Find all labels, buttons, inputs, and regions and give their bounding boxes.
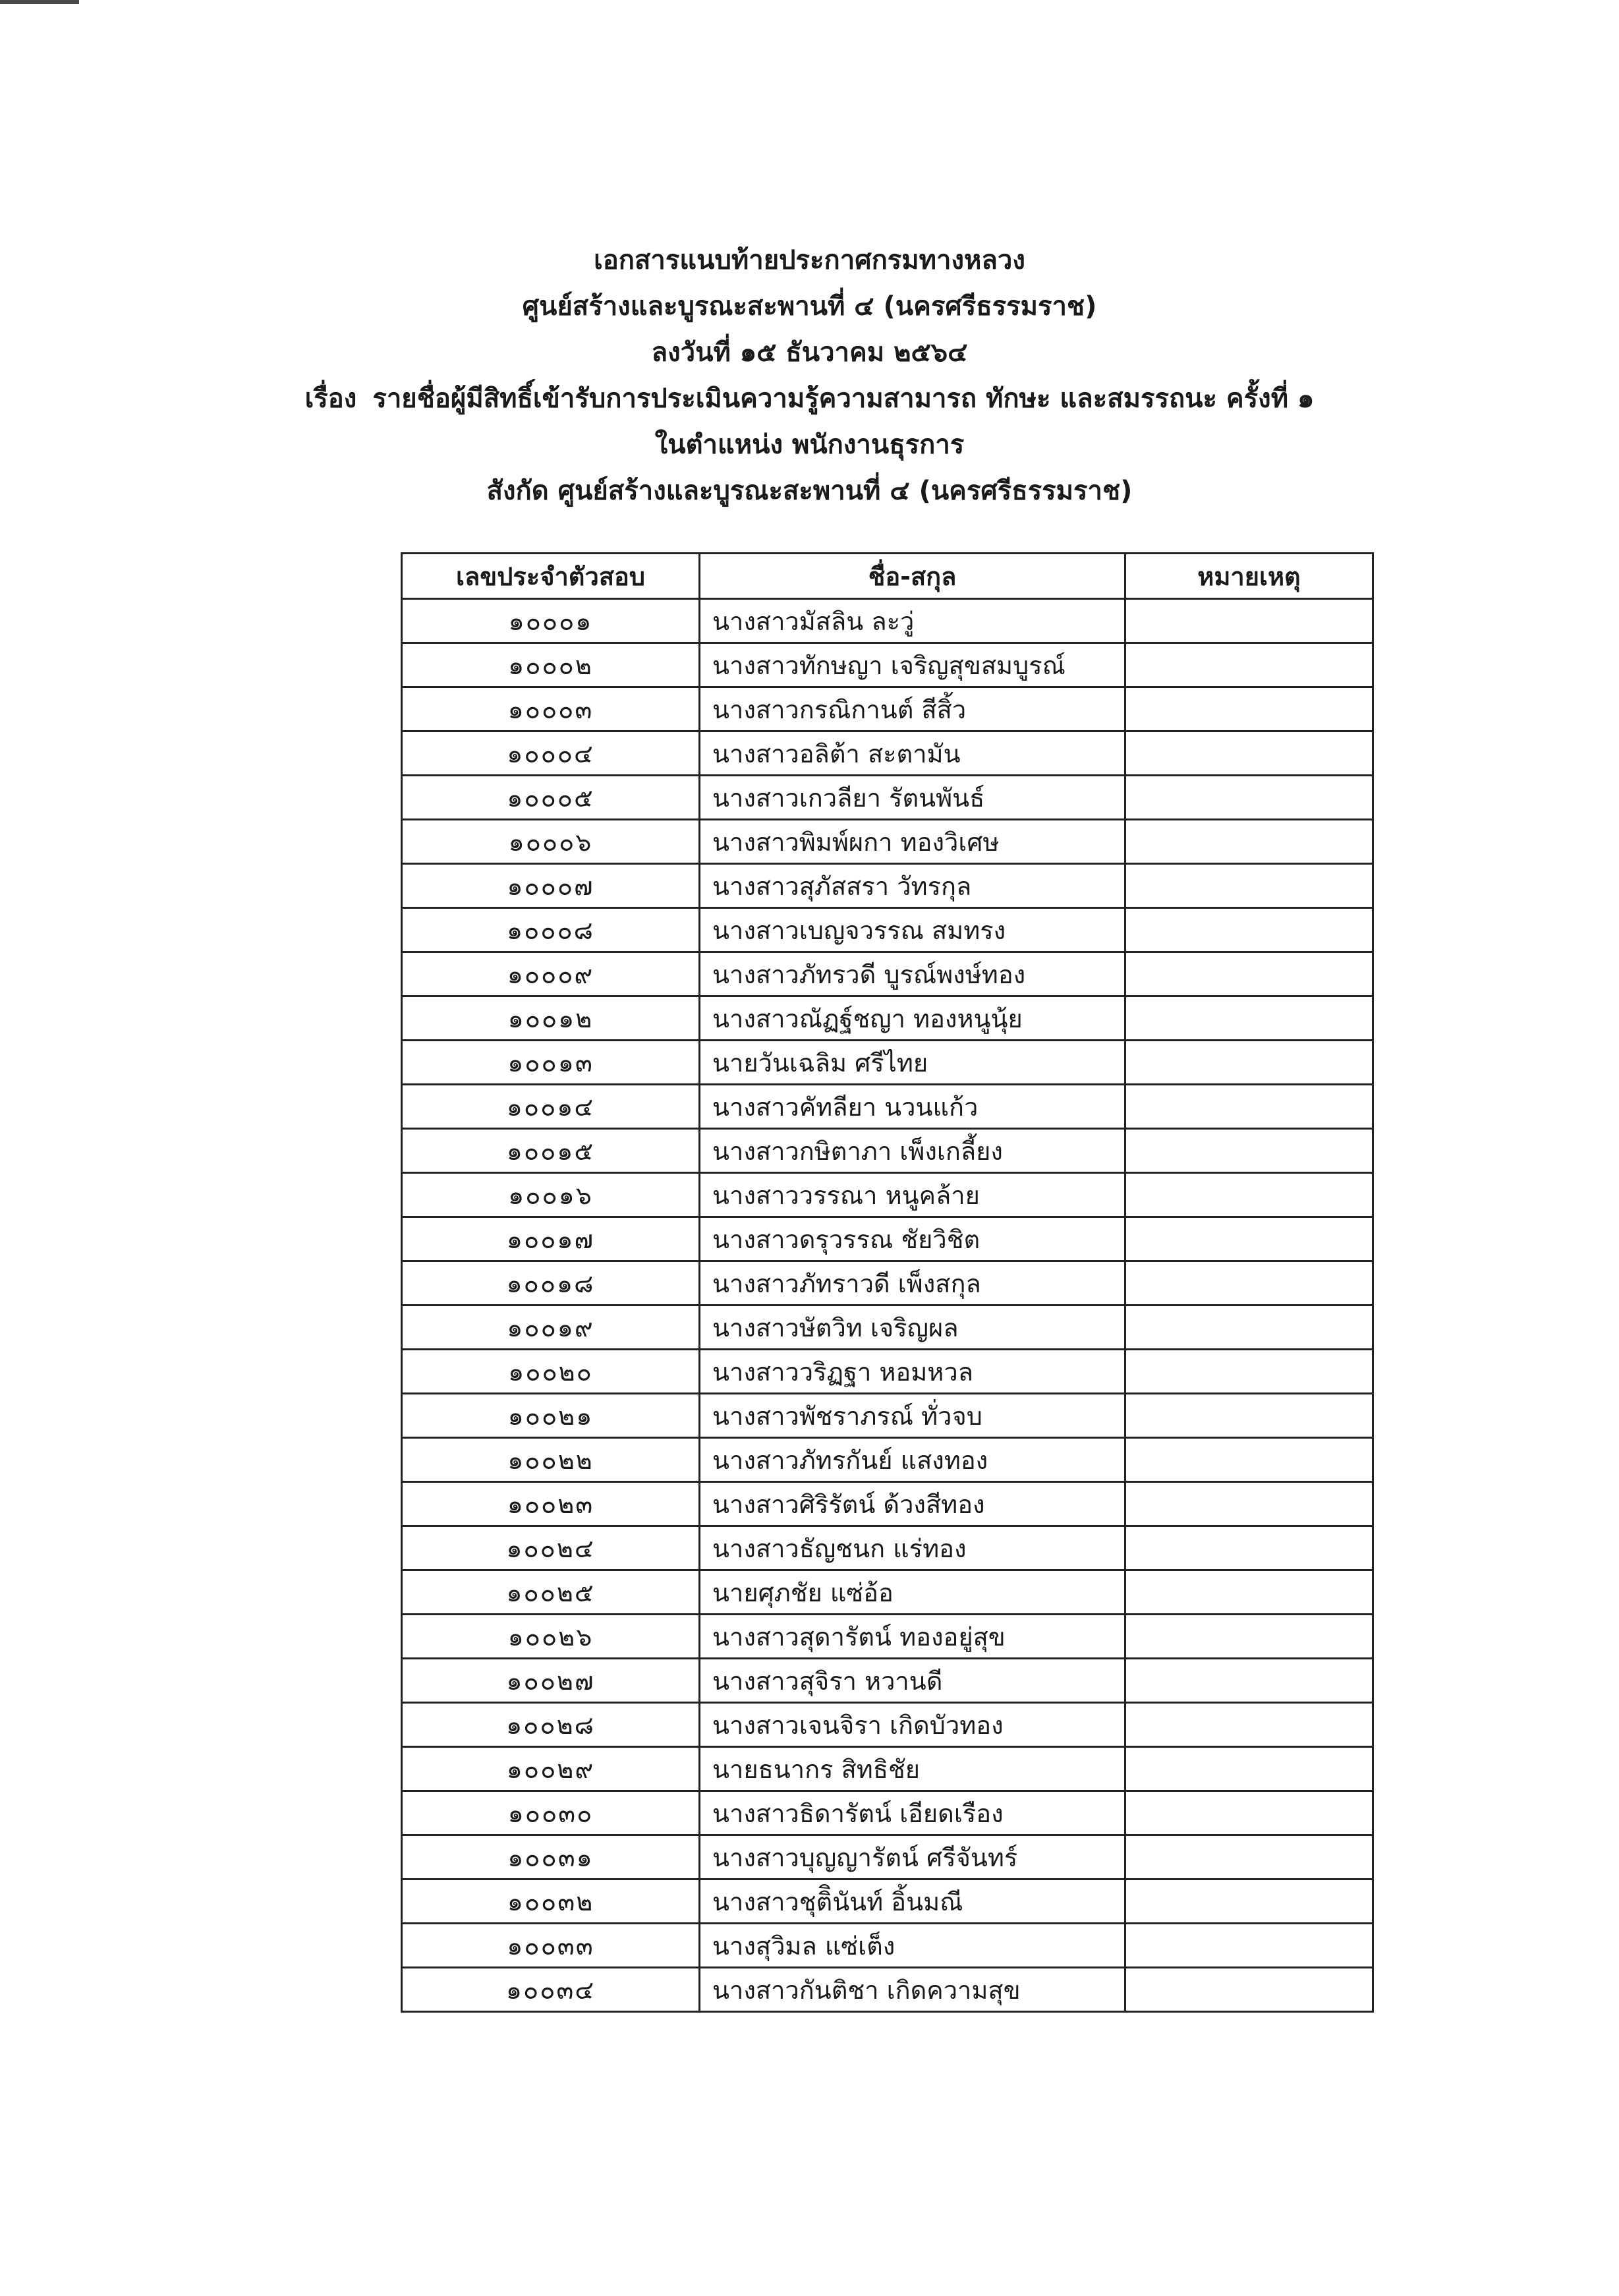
full-name-cell: นายศุภชัย แซ่อ้อ	[700, 1570, 1125, 1615]
remarks-cell	[1125, 1968, 1373, 2012]
table-row	[402, 952, 1373, 996]
document-header	[0, 237, 1619, 514]
full-name-cell: นางสาวอลิต้า สะตามัน	[700, 732, 1125, 776]
exam-number-cell: ๑๐๐๐๑	[402, 599, 700, 643]
exam-number-cell: ๑๐๐๐๕	[402, 776, 700, 820]
exam-number-cell: ๑๐๐๒๓	[402, 1482, 700, 1526]
full-name-cell: นางสาวมัสลิน ละวู่	[700, 599, 1125, 643]
full-name-cell: นางสาวทักษญา เจริญสุขสมบูรณ์	[700, 643, 1125, 687]
table-row	[402, 1703, 1373, 1747]
remarks-cell	[1125, 1526, 1373, 1570]
header-line-5: ในตำแหน่ง พนักงานธุรการ	[654, 430, 965, 460]
table-row	[402, 1835, 1373, 1880]
subject-label: เรื่อง	[304, 384, 357, 414]
remarks-cell	[1125, 776, 1373, 820]
exam-number-cell: ๑๐๐๐๒	[402, 643, 700, 687]
exam-number-cell: ๑๐๐๒๔	[402, 1526, 700, 1570]
table-row	[402, 1747, 1373, 1791]
table-row	[402, 1791, 1373, 1835]
table-header-row	[402, 554, 1373, 599]
exam-number-cell: ๑๐๐๓๔	[402, 1968, 700, 2012]
header-exam-number: เลขประจำตัวสอบ	[402, 554, 700, 599]
full-name-cell: นางสาวภัทรวดี บูรณ์พงษ์ทอง	[700, 952, 1125, 996]
full-name-cell: นางสาวภัทราวดี เพ็งสกุล	[700, 1261, 1125, 1306]
remarks-cell	[1125, 1703, 1373, 1747]
table-row	[402, 599, 1373, 643]
exam-number-cell: ๑๐๐๑๖	[402, 1173, 700, 1217]
table-row	[402, 687, 1373, 732]
exam-number-cell: ๑๐๐๐๔	[402, 732, 700, 776]
full-name-cell: นางสาวพิมพ์ผกา ทองวิเศษ	[700, 820, 1125, 864]
header-line-2: ศูนย์สร้างและบูรณะสะพานที่ ๔ (นครศรีธรรมราช)	[522, 291, 1097, 322]
remarks-cell	[1125, 1350, 1373, 1394]
table-row	[402, 1261, 1373, 1306]
exam-number-cell: ๑๐๐๐๖	[402, 820, 700, 864]
full-name-cell: นางสาวเบญจวรรณ สมทรง	[700, 908, 1125, 952]
table-row	[402, 1570, 1373, 1615]
table-row	[402, 1173, 1373, 1217]
exam-number-cell: ๑๐๐๒๑	[402, 1394, 700, 1438]
exam-number-cell: ๑๐๐๒๐	[402, 1350, 700, 1394]
exam-number-cell: ๑๐๐๐๙	[402, 952, 700, 996]
remarks-cell	[1125, 1041, 1373, 1085]
full-name-cell: นางสาวคัทลียา นวนแก้ว	[700, 1085, 1125, 1129]
full-name-cell: นางสาวภัทรกันย์ แสงทอง	[700, 1438, 1125, 1482]
full-name-cell: นางสาวดรุวรรณ ชัยวิชิต	[700, 1217, 1125, 1261]
remarks-cell	[1125, 1085, 1373, 1129]
full-name-cell: นางสาวเกวลียา รัตนพันธ์	[700, 776, 1125, 820]
table-row	[402, 1880, 1373, 1924]
full-name-cell: นางสาวสุภัสสรา วัทรกุล	[700, 864, 1125, 908]
full-name-cell: นางสาวธิดารัตน์ เอียดเรือง	[700, 1791, 1125, 1835]
table-row	[402, 732, 1373, 776]
full-name-cell: นางสาวกรณิกานต์ สีสิ้ว	[700, 687, 1125, 732]
exam-number-cell: ๑๐๐๓๓	[402, 1924, 700, 1968]
exam-number-cell: ๑๐๐๒๒	[402, 1438, 700, 1482]
remarks-cell	[1125, 687, 1373, 732]
exam-number-cell: ๑๐๐๓๐	[402, 1791, 700, 1835]
exam-number-cell: ๑๐๐๑๗	[402, 1217, 700, 1261]
remarks-cell	[1125, 1482, 1373, 1526]
exam-number-cell: ๑๐๐๑๕	[402, 1129, 700, 1173]
remarks-cell	[1125, 1129, 1373, 1173]
table-row	[402, 1350, 1373, 1394]
full-name-cell: นางสาววริฏฐา หอมหวล	[700, 1350, 1125, 1394]
full-name-cell: นางสาวกษิตาภา เพ็งเกลี้ยง	[700, 1129, 1125, 1173]
table-row	[402, 1306, 1373, 1350]
subject-text: รายชื่อผู้มีสิทธิ์เข้ารับการประเมินความรู้ความสามารถ ทักษะ และสมรรถนะ ครั้งที่ ๑	[372, 384, 1315, 414]
exam-number-cell: ๑๐๐๐๓	[402, 687, 700, 732]
exam-number-cell: ๑๐๐๑๒	[402, 996, 700, 1041]
remarks-cell	[1125, 1615, 1373, 1659]
remarks-cell	[1125, 1924, 1373, 1968]
table-row	[402, 1659, 1373, 1703]
table-row	[402, 1968, 1373, 2012]
full-name-cell: นางสาวสุจิรา หวานดี	[700, 1659, 1125, 1703]
table-row	[402, 996, 1373, 1041]
full-name-cell: นางสาววรรณา หนูคล้าย	[700, 1173, 1125, 1217]
full-name-cell: นางสาวกันติชา เกิดความสุข	[700, 1968, 1125, 2012]
remarks-cell	[1125, 1747, 1373, 1791]
remarks-cell	[1125, 732, 1373, 776]
table-row	[402, 1615, 1373, 1659]
exam-number-cell: ๑๐๐๑๓	[402, 1041, 700, 1085]
remarks-cell	[1125, 1173, 1373, 1217]
full-name-cell: นางสาวสุดารัตน์ ทองอยู่สุข	[700, 1615, 1125, 1659]
remarks-cell	[1125, 996, 1373, 1041]
remarks-cell	[1125, 1306, 1373, 1350]
scan-edge-mark	[0, 0, 79, 4]
full-name-cell: นายวันเฉลิม ศรีไทย	[700, 1041, 1125, 1085]
table-row	[402, 643, 1373, 687]
table-row	[402, 820, 1373, 864]
exam-number-cell: ๑๐๐๑๙	[402, 1306, 700, 1350]
remarks-cell	[1125, 1659, 1373, 1703]
full-name-cell: นางสาวธัญชนก แร่ทอง	[700, 1526, 1125, 1570]
exam-number-cell: ๑๐๐๒๖	[402, 1615, 700, 1659]
full-name-cell: นางสาวบุญญารัตน์ ศรีจันทร์	[700, 1835, 1125, 1880]
remarks-cell	[1125, 1394, 1373, 1438]
header-line-4	[0, 376, 1619, 422]
full-name-cell: นายธนากร สิทธิชัย	[700, 1747, 1125, 1791]
header-line-6: สังกัด ศูนย์สร้างและบูรณะสะพานที่ ๔ (นครศรีธรรมราช)	[486, 476, 1133, 506]
remarks-cell	[1125, 1261, 1373, 1306]
candidate-table	[401, 552, 1374, 2013]
full-name-cell: นางสาวชุติินันท์ อิ้นมณี	[700, 1880, 1125, 1924]
table-row	[402, 1438, 1373, 1482]
exam-number-cell: ๑๐๐๓๑	[402, 1835, 700, 1880]
full-name-cell: นางสุวิมล แซ่เต็ง	[700, 1924, 1125, 1968]
remarks-cell	[1125, 1217, 1373, 1261]
table-row	[402, 1924, 1373, 1968]
remarks-cell	[1125, 952, 1373, 996]
table-row	[402, 1085, 1373, 1129]
exam-number-cell: ๑๐๐๐๘	[402, 908, 700, 952]
table-row	[402, 1217, 1373, 1261]
remarks-cell	[1125, 1791, 1373, 1835]
remarks-cell	[1125, 1880, 1373, 1924]
full-name-cell: นางสาวเจนจิรา เกิดบัวทอง	[700, 1703, 1125, 1747]
exam-number-cell: ๑๐๐๒๕	[402, 1570, 700, 1615]
remarks-cell	[1125, 820, 1373, 864]
remarks-cell	[1125, 864, 1373, 908]
exam-number-cell: ๑๐๐๒๗	[402, 1659, 700, 1703]
exam-number-cell: ๑๐๐๓๒	[402, 1880, 700, 1924]
full-name-cell: นางสาวพัชราภรณ์ ทั่วจบ	[700, 1394, 1125, 1438]
full-name-cell: นางสาวษัตวิท เจริญผล	[700, 1306, 1125, 1350]
remarks-cell	[1125, 1438, 1373, 1482]
header-line-3: ลงวันที่ ๑๕ ธันวาคม ๒๕๖๔	[651, 337, 968, 368]
header-line-1: เอกสารแนบท้ายประกาศกรมทางหลวง	[594, 245, 1025, 275]
header-full-name: ชื่อ-สกุล	[700, 554, 1125, 599]
remarks-cell	[1125, 1835, 1373, 1880]
remarks-cell	[1125, 599, 1373, 643]
exam-number-cell: ๑๐๐๐๗	[402, 864, 700, 908]
table-row	[402, 908, 1373, 952]
table-row	[402, 1482, 1373, 1526]
table-row	[402, 1394, 1373, 1438]
remarks-cell	[1125, 908, 1373, 952]
exam-number-cell: ๑๐๐๒๙	[402, 1747, 700, 1791]
table-row	[402, 864, 1373, 908]
table-row	[402, 1041, 1373, 1085]
exam-number-cell: ๑๐๐๑๘	[402, 1261, 700, 1306]
table-row	[402, 1526, 1373, 1570]
header-remarks: หมายเหตุ	[1125, 554, 1373, 599]
table-row	[402, 1129, 1373, 1173]
exam-number-cell: ๑๐๐๒๘	[402, 1703, 700, 1747]
table-row	[402, 776, 1373, 820]
full-name-cell: นางสาวศิริรัตน์ ด้วงสีทอง	[700, 1482, 1125, 1526]
exam-number-cell: ๑๐๐๑๔	[402, 1085, 700, 1129]
remarks-cell	[1125, 1570, 1373, 1615]
remarks-cell	[1125, 643, 1373, 687]
full-name-cell: นางสาวณัฏฐ์ชญา ทองหนูนุ้ย	[700, 996, 1125, 1041]
table-body	[402, 599, 1373, 2012]
